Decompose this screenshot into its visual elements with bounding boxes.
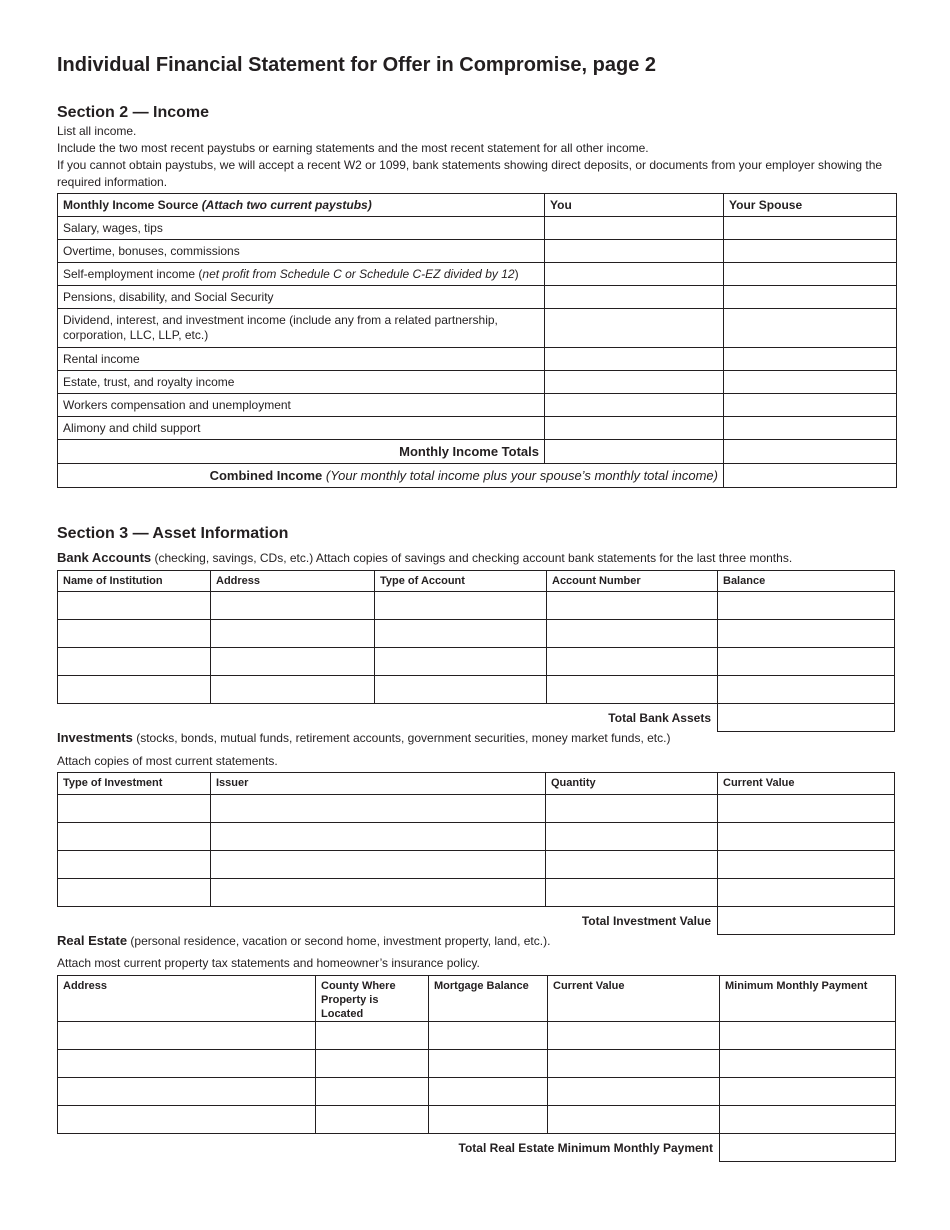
bank-col-type: Type of Account [375, 571, 547, 592]
account-type-field[interactable] [375, 620, 547, 648]
investments-heading-text: Investments [57, 730, 133, 745]
bank-accounts-heading-text: Bank Accounts [57, 550, 152, 565]
income-label: Dividend, interest, and investment income (include any from a related partnership, corporation, LLC, LLP, etc.) [58, 309, 545, 348]
min-monthly-payment-field[interactable] [720, 1022, 896, 1050]
investments-note: Attach copies of most current statements. [57, 754, 278, 768]
balance-field[interactable] [718, 620, 895, 648]
income-label: Alimony and child support [58, 417, 545, 440]
investments-heading [57, 730, 670, 746]
property-address-field[interactable] [58, 1050, 316, 1078]
re-col-min-payment: Minimum Monthly Payment [720, 976, 896, 1022]
real-estate-heading-text: Real Estate [57, 933, 128, 948]
income-intro-2: Include the two most recent paystubs or earning statements and the most recent statement for all other income. [57, 141, 649, 155]
bank-col-institution: Name of Institution [58, 571, 211, 592]
bank-col-account-number: Account Number [547, 571, 718, 592]
real-estate-desc: (personal residence, vacation or second home, investment property, land, etc.). [127, 934, 551, 948]
real-estate-row [58, 1022, 896, 1050]
property-address-field[interactable] [58, 1022, 316, 1050]
investments-desc: (stocks, bonds, mutual funds, retirement accounts, government securities, money market funds, etc.) [132, 731, 671, 745]
spouse-header: Your Spouse [724, 194, 897, 217]
real-estate-table [57, 975, 896, 1162]
income-row [58, 309, 897, 348]
you-amount-field[interactable] [545, 217, 724, 240]
bank-row [58, 620, 895, 648]
address-field[interactable] [211, 620, 375, 648]
income-row [58, 417, 897, 440]
income-label-note: net profit from Schedule C or Schedule C-EZ divided by 12 [202, 266, 515, 281]
institution-field[interactable] [58, 592, 211, 620]
spouse-amount-field[interactable] [724, 286, 897, 309]
investment-type-field[interactable] [58, 851, 211, 879]
quantity-field[interactable] [546, 851, 718, 879]
income-label: Salary, wages, tips [58, 217, 545, 240]
investments-header-row [58, 773, 895, 795]
min-monthly-payment-field[interactable] [720, 1106, 896, 1134]
spouse-amount-field[interactable] [724, 217, 897, 240]
investment-row [58, 851, 895, 879]
income-label-close: ) [514, 266, 519, 281]
total-investment-value-label: Total Investment Value [581, 913, 711, 928]
account-number-field[interactable] [547, 620, 718, 648]
inv-col-type: Type of Investment [58, 773, 211, 795]
county-field[interactable] [316, 1050, 429, 1078]
income-row [58, 286, 897, 309]
current-value-field[interactable] [548, 1106, 720, 1134]
investment-row [58, 879, 895, 907]
quantity-field[interactable] [546, 823, 718, 851]
mortgage-balance-field[interactable] [429, 1106, 548, 1134]
spouse-amount-field[interactable] [724, 309, 897, 348]
combined-income-field[interactable] [724, 464, 897, 488]
current-value-field[interactable] [548, 1022, 720, 1050]
bank-total-row [58, 704, 895, 732]
current-value-field[interactable] [718, 795, 895, 823]
bank-row [58, 592, 895, 620]
bank-accounts-table [57, 570, 895, 732]
spouse-amount-field[interactable] [724, 348, 897, 371]
real-estate-total-row [58, 1134, 896, 1162]
balance-field[interactable] [718, 676, 895, 704]
address-field[interactable] [211, 592, 375, 620]
balance-field[interactable] [718, 648, 895, 676]
total-real-estate-payment-field[interactable] [720, 1134, 896, 1162]
total-investment-value-field[interactable] [718, 907, 895, 935]
real-estate-header-row [58, 976, 896, 1022]
address-field[interactable] [211, 648, 375, 676]
total-bank-assets-label: Total Bank Assets [608, 710, 711, 725]
bank-row [58, 648, 895, 676]
quantity-field[interactable] [546, 879, 718, 907]
account-type-field[interactable] [375, 676, 547, 704]
page-title: Individual Financial Statement for Offer in Compromise, page 2 [57, 54, 656, 76]
bank-col-balance: Balance [718, 571, 895, 592]
institution-field[interactable] [58, 620, 211, 648]
issuer-field[interactable] [211, 851, 546, 879]
bank-accounts-heading [57, 550, 792, 566]
mortgage-balance-field[interactable] [429, 1050, 548, 1078]
income-label-text: Self-employment income ( [63, 266, 203, 281]
income-label: Workers compensation and unemployment [58, 394, 545, 417]
income-label: Estate, trust, and royalty income [58, 371, 545, 394]
investment-row [58, 795, 895, 823]
combined-income-row [58, 464, 897, 488]
investment-type-field[interactable] [58, 795, 211, 823]
real-estate-heading [57, 933, 550, 949]
quantity-field[interactable] [546, 795, 718, 823]
income-row [58, 371, 897, 394]
combined-income-label [58, 464, 724, 488]
institution-field[interactable] [58, 648, 211, 676]
current-value-field[interactable] [718, 879, 895, 907]
inv-col-issuer: Issuer [211, 773, 546, 795]
income-totals-row [58, 440, 897, 464]
combined-income-label-text: Combined Income [209, 468, 326, 483]
you-amount-field[interactable] [545, 263, 724, 286]
income-table [57, 193, 897, 488]
bank-col-address: Address [211, 571, 375, 592]
income-source-header-note: (Attach two current paystubs) [201, 198, 372, 212]
account-number-field[interactable] [547, 648, 718, 676]
you-amount-field[interactable] [545, 286, 724, 309]
income-label: Rental income [58, 348, 545, 371]
you-total-field[interactable] [545, 440, 724, 464]
re-col-address: Address [58, 976, 316, 1022]
income-row [58, 348, 897, 371]
account-number-field[interactable] [547, 676, 718, 704]
total-real-estate-payment-label: Total Real Estate Minimum Monthly Payment [458, 1140, 713, 1155]
income-intro-1: List all income. [57, 124, 137, 138]
property-address-field[interactable] [58, 1078, 316, 1106]
income-totals-label: Monthly Income Totals [58, 440, 545, 464]
account-type-field[interactable] [375, 648, 547, 676]
inv-col-current-value: Current Value [718, 773, 895, 795]
spouse-amount-field[interactable] [724, 240, 897, 263]
real-estate-row [58, 1078, 896, 1106]
you-amount-field[interactable] [545, 240, 724, 263]
spouse-amount-field[interactable] [724, 371, 897, 394]
issuer-field[interactable] [211, 795, 546, 823]
real-estate-row [58, 1050, 896, 1078]
current-value-field[interactable] [718, 851, 895, 879]
mortgage-balance-field[interactable] [429, 1078, 548, 1106]
spouse-amount-field[interactable] [724, 394, 897, 417]
income-header-row [58, 194, 897, 217]
min-monthly-payment-field[interactable] [720, 1050, 896, 1078]
income-source-header [58, 194, 545, 217]
total-bank-assets-field[interactable] [718, 704, 895, 732]
income-label: Pensions, disability, and Social Security [58, 286, 545, 309]
balance-field[interactable] [718, 592, 895, 620]
you-amount-field[interactable] [545, 348, 724, 371]
income-row [58, 394, 897, 417]
re-col-county: County Where Property is Located [316, 976, 429, 1022]
spouse-amount-field[interactable] [724, 417, 897, 440]
issuer-field[interactable] [211, 823, 546, 851]
county-field[interactable] [316, 1022, 429, 1050]
county-field[interactable] [316, 1106, 429, 1134]
issuer-field[interactable] [211, 879, 546, 907]
institution-field[interactable] [58, 676, 211, 704]
inv-col-quantity: Quantity [546, 773, 718, 795]
income-intro-3: If you cannot obtain paystubs, we will accept a recent W2 or 1099, bank statements showing direct deposits, or documents from your employer showing the required information. [57, 158, 883, 189]
account-type-field[interactable] [375, 592, 547, 620]
spouse-total-field[interactable] [724, 440, 897, 464]
current-value-field[interactable] [548, 1078, 720, 1106]
section-3-title: Section 3 — Asset Information [57, 525, 289, 542]
current-value-field[interactable] [548, 1050, 720, 1078]
re-col-current-value: Current Value [548, 976, 720, 1022]
mortgage-balance-field[interactable] [429, 1022, 548, 1050]
investments-table [57, 772, 895, 935]
income-row [58, 217, 897, 240]
bank-accounts-desc: (checking, savings, CDs, etc.) Attach copies of savings and checking account bank statements for the last three months. [151, 551, 793, 565]
income-row [58, 240, 897, 263]
address-field[interactable] [211, 676, 375, 704]
you-header: You [545, 194, 724, 217]
real-estate-note: Attach most current property tax statements and homeowner’s insurance policy. [57, 956, 480, 970]
current-value-field[interactable] [718, 823, 895, 851]
you-amount-field[interactable] [545, 309, 724, 348]
account-number-field[interactable] [547, 592, 718, 620]
re-col-mortgage-balance: Mortgage Balance [429, 976, 548, 1022]
section-2-title: Section 2 — Income [57, 104, 210, 121]
county-field[interactable] [316, 1078, 429, 1106]
spouse-amount-field[interactable] [724, 263, 897, 286]
investment-type-field[interactable] [58, 823, 211, 851]
bank-header-row [58, 571, 895, 592]
min-monthly-payment-field[interactable] [720, 1078, 896, 1106]
bank-row [58, 676, 895, 704]
you-amount-field[interactable] [545, 371, 724, 394]
income-row [58, 263, 897, 286]
combined-income-note: (Your monthly total income plus your spouse’s monthly total income) [325, 468, 718, 483]
income-label-self-employment [58, 263, 545, 286]
real-estate-row [58, 1106, 896, 1134]
property-address-field[interactable] [58, 1106, 316, 1134]
you-amount-field[interactable] [545, 394, 724, 417]
income-label: Overtime, bonuses, commissions [58, 240, 545, 263]
investment-total-row [58, 907, 895, 935]
you-amount-field[interactable] [545, 417, 724, 440]
income-source-header-text: Monthly Income Source [63, 198, 202, 212]
investment-row [58, 823, 895, 851]
investment-type-field[interactable] [58, 879, 211, 907]
